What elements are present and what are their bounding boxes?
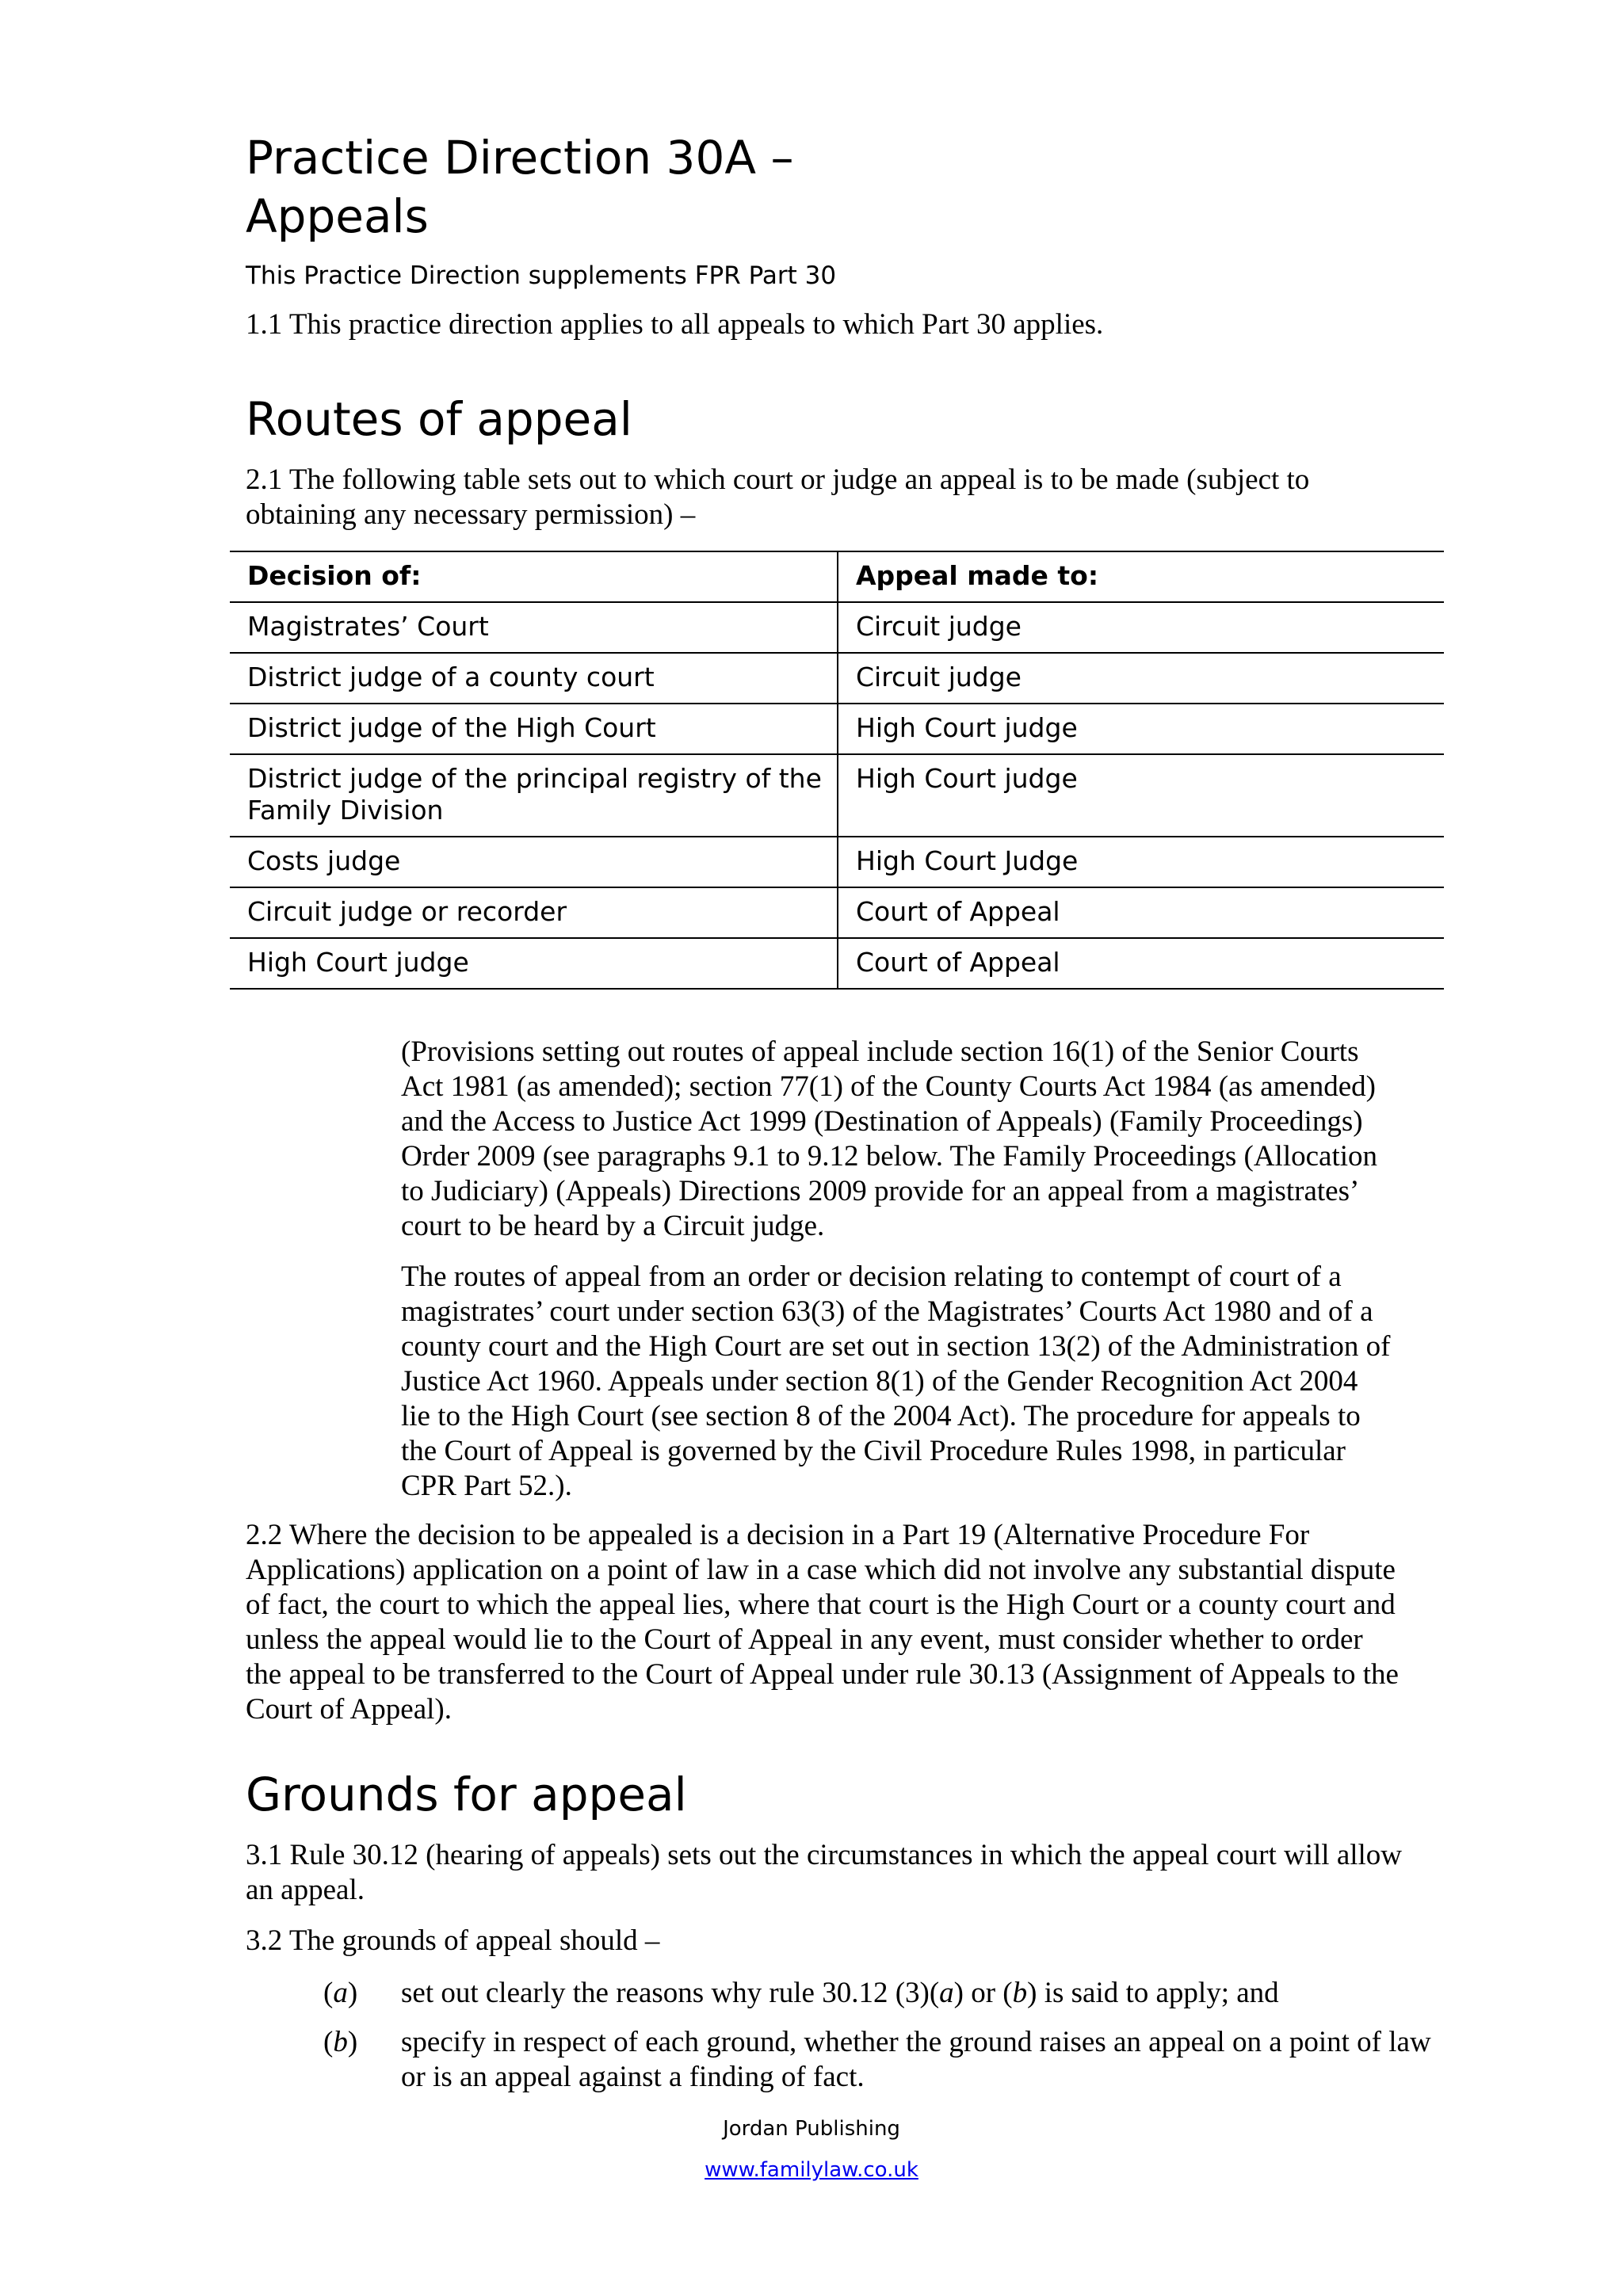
table-cell-decision: District judge of the High Court [230, 704, 838, 754]
footer-url-wrapper [0, 2157, 1623, 2183]
list-item [323, 2025, 1433, 2095]
paragraph-3-1: 3.1 Rule 30.12 (hearing of appeals) sets out the circumstances in which the appeal court will allow an appeal. [246, 1839, 1403, 1906]
list-marker-b: (b) [323, 2026, 358, 2058]
title-line-2: Appeals [246, 189, 429, 243]
note-contempt-routes: The routes of appeal from an order or decision relating to contempt of court of a magistrates’ court under section 63(3) of the Magistrates’ Courts Act 1980 and of a county court and the High Court are set out in section 13(2) of the Administration of Justice Act 1960. Appeals under section 8(1) of the Gender Recognition Act 2004 lie to the High Court (see section 8 of the 2004 Act). The procedure for appeals to the Court of Appeal is governed by the Civil Procedure Rules 1998, in particular CPR Part 52.). [401, 1261, 1391, 1502]
list-item [323, 1976, 1433, 2011]
routes-table [230, 551, 1444, 990]
footer-url-link[interactable]: www.familylaw.co.uk [705, 2158, 918, 2182]
table-cell-appeal: High Court judge [838, 754, 1444, 837]
table-row [230, 704, 1444, 754]
table-cell-appeal: Circuit judge [838, 653, 1444, 704]
table-cell-appeal: High Court judge [838, 704, 1444, 754]
table-cell-decision: Circuit judge or recorder [230, 887, 838, 938]
list-text-a: set out clearly the reasons why rule 30.12 (3)(a) or (b) is said to apply; and [401, 1977, 1279, 2009]
table-cell-appeal: Circuit judge [838, 602, 1444, 653]
heading-routes-of-appeal: Routes of appeal [246, 392, 632, 446]
table-row [230, 887, 1444, 938]
list-text-b: specify in respect of each ground, whether the ground raises an appeal on a point of law or is an appeal against a finding of fact. [401, 2026, 1431, 2093]
heading-grounds-for-appeal: Grounds for appeal [246, 1768, 687, 1821]
table-row [230, 653, 1444, 704]
table-row [230, 754, 1444, 837]
table-cell-decision: High Court judge [230, 938, 838, 989]
table-cell-decision: Magistrates’ Court [230, 602, 838, 653]
list-marker-a: (a) [323, 1977, 358, 2009]
paragraph-2-2: 2.2 Where the decision to be appealed is a decision in a Part 19 (Alternative Procedure For Applications) application on a point of law in a case which did not involve any substantial dispute of fact, the court to which the appeal lies, where that court is the High Court or a county court and unless the appeal would lie to the Court of Appeal in any event, must consider whether to order the appeal to be transferred to the Court of Appeal under rule 30.13 (Assignment of Appeals to the Court of Appeal). [246, 1519, 1399, 1726]
table-cell-decision: District judge of a county court [230, 653, 838, 704]
table-header-appeal: Appeal made to: [838, 551, 1444, 602]
table-cell-decision: Costs judge [230, 837, 838, 887]
table-row [230, 938, 1444, 989]
paragraph-1-1: 1.1 This practice direction applies to all appeals to which Part 30 applies. [246, 308, 1104, 341]
paragraph-3-2: 3.2 The grounds of appeal should – [246, 1924, 660, 1957]
note-provisions: (Provisions setting out routes of appeal include section 16(1) of the Senior Courts Act 1981 (as amended); section 77(1) of the County Courts Act 1984 (as amended) and the Access to Justice Act 1999 (Destination of Appeals) (Family Proceedings) Order 2009 (see paragraphs 9.1 to 9.12 below. The Family Proceedings (Allocation to Judiciary) (Appeals) Directions 2009 provide for an appeal from a magistrates’ court to be heard by a Circuit judge. [401, 1035, 1378, 1242]
table-header-row [230, 551, 1444, 602]
table-cell-appeal: Court of Appeal [838, 887, 1444, 938]
title-line-1: Practice Direction 30A – [246, 131, 794, 185]
footer-publisher: Jordan Publishing [723, 2117, 900, 2141]
document-title [246, 128, 959, 246]
table-header-decision: Decision of: [230, 551, 838, 602]
table-row [230, 602, 1444, 653]
table-cell-decision: District judge of the principal registry of the Family Division [230, 754, 838, 837]
table-row [230, 837, 1444, 887]
table-cell-appeal: High Court Judge [838, 837, 1444, 887]
table-cell-appeal: Court of Appeal [838, 938, 1444, 989]
paragraph-2-1: 2.1 The following table sets out to which court or judge an appeal is to be made (subject to obtaining any necessary permission) – [246, 463, 1310, 531]
document-subtitle: This Practice Direction supplements FPR Part 30 [246, 261, 837, 290]
